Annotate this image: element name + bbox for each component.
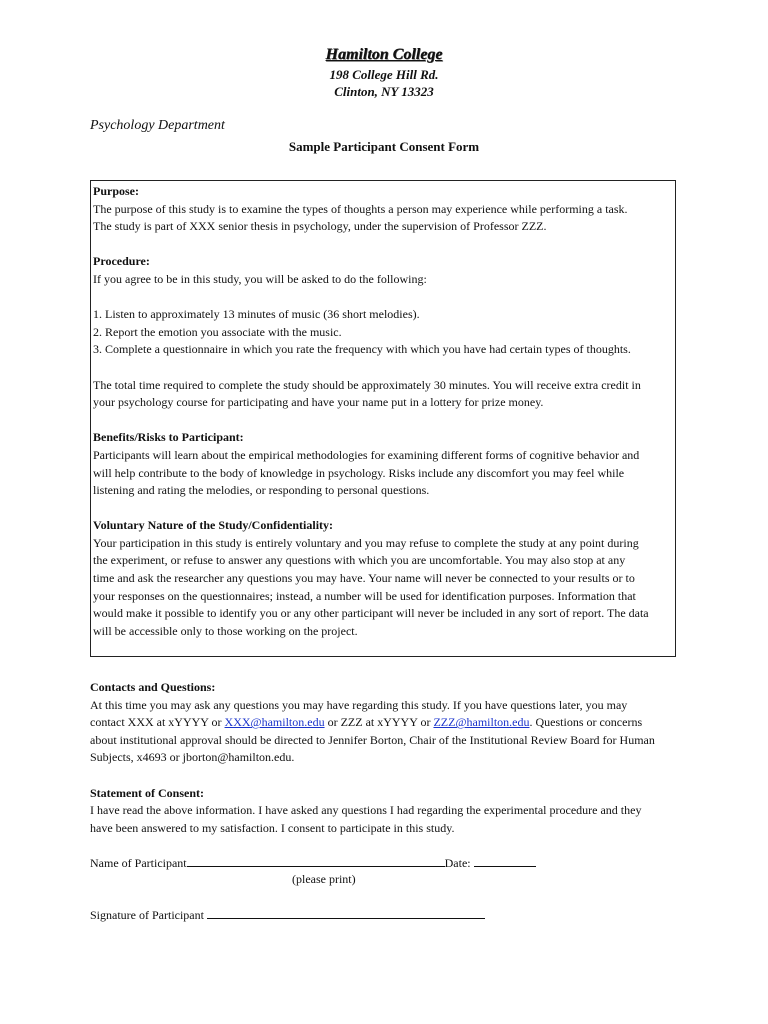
procedure-step: 1. Listen to approximately 13 minutes of music (36 short melodies).	[93, 307, 420, 322]
consent-heading: Statement of Consent:	[90, 785, 204, 800]
voluntary-text: would make it possible to identify you or any other participant will never be included in any sort of report. The data	[93, 606, 649, 621]
letterhead	[0, 44, 768, 100]
department-name: Psychology Department	[90, 118, 225, 133]
procedure-time-text: your psychology course for participating and have your name put in a lottery for prize money.	[93, 395, 544, 410]
contacts-and-consent	[90, 679, 690, 837]
voluntary-text: time and ask the researcher any questions you may have. Your name will never be connected to your results or to	[93, 571, 635, 586]
participant-name-label: Name of Participant	[90, 856, 187, 870]
procedure-time-text: The total time required to complete the study should be approximately 30 minutes. You will receive extra credit in	[93, 377, 641, 392]
signature-input[interactable]	[207, 905, 485, 919]
contacts-text: At this time you may ask any questions you may have regarding this study. If you have questions later, you may	[90, 697, 628, 712]
benefits-heading: Benefits/Risks to Participant:	[93, 430, 244, 445]
participant-name-input[interactable]	[187, 853, 445, 867]
contacts-text: Subjects, x4693 or jborton@hamilton.edu.	[90, 750, 295, 765]
purpose-text: The study is part of XXX senior thesis in psychology, under the supervision of Professor ZZZ.	[93, 219, 547, 234]
date-label: Date:	[444, 856, 474, 870]
date-input[interactable]	[474, 853, 536, 867]
voluntary-text: your responses on the questionnaires; instead, a number will be used for identification purposes. Information that	[93, 588, 636, 603]
consent-text: I have read the above information. I have asked any questions I had regarding the experimental procedure and they	[90, 803, 642, 818]
benefits-text: listening and rating the melodies, or responding to personal questions.	[93, 483, 430, 498]
procedure-intro: If you agree to be in this study, you will be asked to do the following:	[93, 271, 427, 286]
address-line-1: 198 College Hill Rd.	[329, 67, 439, 82]
college-name: Hamilton College	[325, 46, 443, 63]
voluntary-text: the experiment, or refuse to answer any questions with which you are uncomfortable. You may also stop at any	[93, 553, 626, 568]
print-hint: (please print)	[292, 872, 356, 886]
procedure-heading: Procedure:	[93, 254, 150, 269]
benefits-text: will help contribute to the body of knowledge in psychology. Risks include any discomfort you may feel while	[93, 465, 625, 480]
procedure-step: 3. Complete a questionnaire in which you rate the frequency with which you have had certain types of thoughts.	[93, 342, 631, 357]
purpose-text: The purpose of this study is to examine the types of thoughts a person may experience while performing a task.	[93, 201, 628, 216]
signature-row	[90, 905, 485, 925]
benefits-text: Participants will learn about the empirical methodologies for examining different forms of cognitive behavior and	[93, 447, 640, 462]
address-line-2: Clinton, NY 13323	[334, 84, 434, 99]
email-link-xxx[interactable]: XXX@hamilton.edu	[224, 715, 325, 730]
contacts-text: about institutional approval should be directed to Jennifer Borton, Chair of the Institutional Review Board for Human	[90, 732, 655, 747]
participant-name-row	[90, 853, 536, 873]
voluntary-text: will be accessible only to those working on the project.	[93, 623, 358, 638]
contacts-text: contact XXX at xYYYY or XXX@hamilton.edu or ZZZ at xYYYY or ZZZ@hamilton.edu. Questions or concerns	[90, 715, 643, 730]
contacts-heading: Contacts and Questions:	[90, 680, 216, 694]
form-title: Sample Participant Consent Form	[288, 139, 480, 154]
consent-text: have been answered to my satisfaction. I consent to participate in this study.	[90, 820, 455, 835]
signature-label: Signature of Participant	[90, 908, 207, 922]
purpose-heading: Purpose:	[93, 184, 139, 198]
email-link-zzz[interactable]: ZZZ@hamilton.edu	[433, 715, 530, 730]
procedure-step: 2. Report the emotion you associate with the music.	[93, 324, 342, 339]
voluntary-text: Your participation in this study is entirely voluntary and you may refuse to complete the study at any point during	[93, 535, 639, 550]
study-info-box	[90, 180, 676, 657]
voluntary-heading: Voluntary Nature of the Study/Confidentiality:	[93, 518, 334, 533]
